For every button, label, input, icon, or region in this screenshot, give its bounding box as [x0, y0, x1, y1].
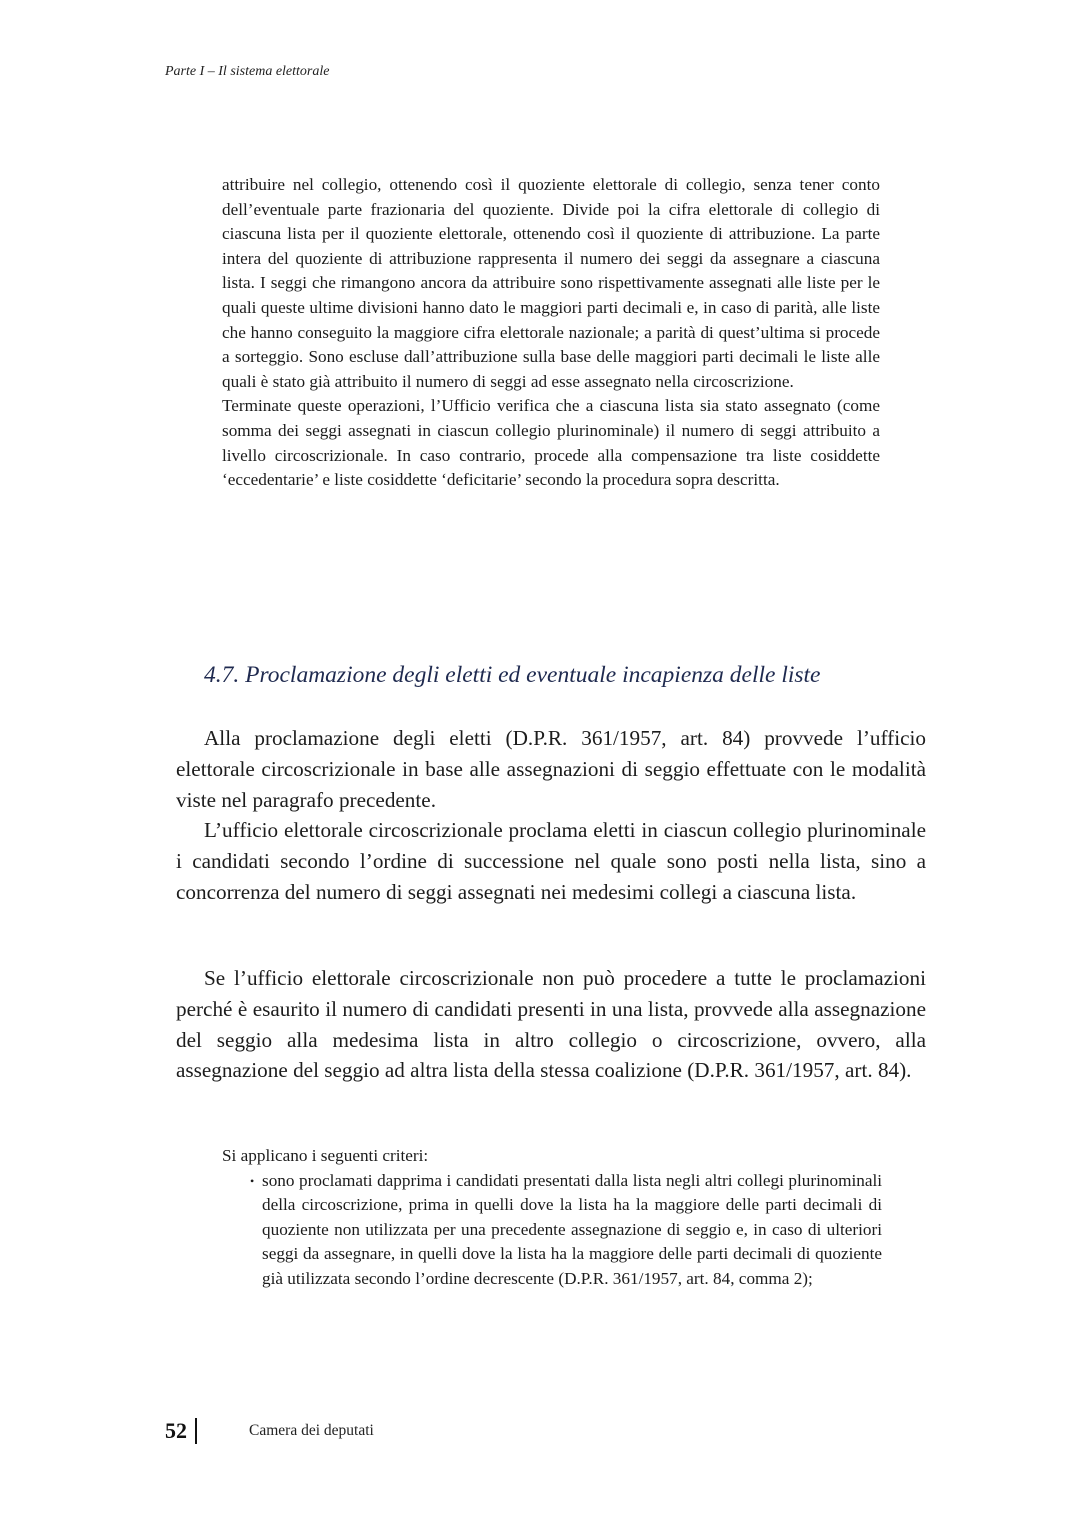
paragraph: Terminate queste operazioni, l’Ufficio verifica che a ciascuna lista sia stato assegnato (come somma dei seggi assegnati in ciascun collegio plurinominale) il numero di seggi attribuito a livello circoscrizionale. In caso contrario, procede alla compensazione tra liste cosiddette ‘eccedentarie’ e liste cosiddette ‘deficitarie’ secondo la procedura sopra descritta. [222, 396, 880, 490]
criteria-block [222, 1144, 882, 1292]
bullet-icon: • [250, 1173, 255, 1188]
footer-divider [195, 1418, 197, 1444]
paragraph: L’ufficio elettorale circoscrizionale proclama eletti in ciascun collegio plurinominale i candidati secondo l’ordine di successione nel quale sono posti nella lista, sino a concorrenza del numero di seggi assegnati nei medesimi collegi a ciascuna lista. [176, 818, 926, 904]
criteria-intro: Si applicano i seguenti criteri: [222, 1146, 429, 1165]
page-number: 52 [165, 1418, 187, 1443]
section-heading: 4.7. Proclamazione degli eletti ed eventuale incapienza delle liste [204, 662, 821, 688]
criteria-item-text: sono proclamati dapprima i candidati presentati dalla lista negli altri collegi plurinominali della circoscrizione, prima in quelli dove la lista ha la maggiore delle parti decimali di quoziente non utilizzata per una precedente assegnazione di seggio e, in caso di ulteriori seggi da assegnare, in quelli dove la lista ha la maggiore delle parti decimali di quoziente già utilizzata secondo l’ordine decrescente (D.P.R. 361/1957, art. 84, comma 2); [262, 1170, 882, 1288]
paragraph: attribuire nel collegio, ottenendo così il quoziente elettorale di collegio, senza tener conto dell’eventuale parte frazionaria del quoziente. Divide poi la cifra elettorale di collegio di ciascuna lista per il quoziente elettorale, ottenendo così il quoziente di attribuzione. La parte intera del quoziente di attribuzione rappresenta il numero dei seggi da assegnare a ciascuna lista. I seggi che rimangono ancora da attribuire sono rispettivamente assegnati alle liste per le quali queste ultime divisioni hanno dato le maggiori parti decimali e, in caso di parità, alle liste che hanno conseguito la maggiore cifra elettorale nazionale; a parità di quest’ultima si procede a sorteggio. Sono escluse dall’attribuzione sulla base delle maggiori parti decimali le liste alle quali è stato già attribuito il numero di seggi ad esse assegnato nella circoscrizione. [222, 175, 880, 391]
publisher-label: Camera dei deputati [249, 1422, 374, 1439]
section-body [176, 723, 926, 908]
criteria-list-item [222, 1169, 882, 1292]
page-footer [165, 1418, 374, 1444]
running-header: Parte I – Il sistema elettorale [165, 64, 330, 79]
section-body-second [176, 963, 926, 1086]
paragraph: Alla proclamazione degli eletti (D.P.R. 361/1957, art. 84) provvede l’ufficio elettorale circoscrizionale in base alle assegnazioni di seggio effettuate con le modalità viste nel paragrafo precedente. [176, 726, 926, 812]
criteria-list [222, 1169, 882, 1292]
paragraph: Se l’ufficio elettorale circoscrizionale non può procedere a tutte le proclamazioni perché è esaurito il numero di candidati presenti in una lista, provvede alla assegnazione del seggio alla medesima lista in altro collegio o circoscrizione, ovvero, alla assegnazione del seggio ad altra lista della stessa coalizione (D.P.R. 361/1957, art. 84). [176, 966, 926, 1083]
continuation-text-block [222, 173, 880, 493]
